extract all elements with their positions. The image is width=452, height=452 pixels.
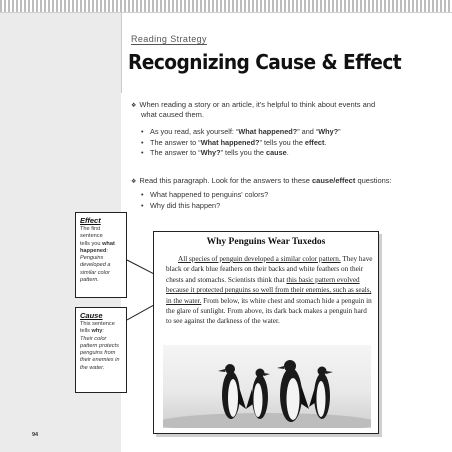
cause-line-7: the water. <box>80 364 105 371</box>
top-stripe-bar <box>0 0 452 13</box>
passage-text <box>166 254 374 327</box>
passage-sentence-4: From below, its white chest and stomach hide a penguin in the glare of sunlight. From above, its dark back makes a penguin hard to see against the darkness of the water. <box>166 296 372 326</box>
passage-title: Why Penguins Wear Tuxedos <box>206 237 326 247</box>
effect-sentence: All species of penguin developed a similar color pattern. <box>178 255 341 263</box>
effect-line-2: tells you what <box>80 240 115 247</box>
cause-line-3: Their color <box>80 335 107 342</box>
diamond-bullet-icon: ❖ <box>131 103 137 109</box>
penguin-2 <box>246 369 270 420</box>
reading-passage-box <box>153 231 379 434</box>
cause-line-2: tells why: <box>80 328 104 335</box>
effect-line-5: developed a <box>80 262 111 269</box>
gutter-divider <box>121 13 122 93</box>
intro-line-1: When reading a story or an article, it's helpful to think about events and <box>139 100 376 109</box>
page-number: 94 <box>32 432 39 438</box>
intro-line-2: what caused them. <box>141 110 204 119</box>
penguin-3 <box>277 360 309 422</box>
strategy-bullet-list <box>141 127 431 159</box>
effect-line-1: The first sentence <box>80 226 103 240</box>
question-list <box>141 190 431 211</box>
strategy-label: Reading Strategy <box>131 34 207 44</box>
cause-sentence: this basic pattern evolved because it protected penguins so well from their enemies, such as seals, in the water. <box>166 275 372 305</box>
list-item: • What happened to penguins' colors? <box>141 190 431 201</box>
effect-line-3: happened: <box>80 247 108 254</box>
penguin-1 <box>218 364 246 419</box>
penguin-4 <box>309 367 333 420</box>
cause-line-1: This sentence <box>80 321 115 327</box>
cause-callout-box <box>75 307 127 393</box>
page-title: Recognizing Cause & Effect <box>128 50 402 74</box>
effect-line-6: similar color <box>80 269 110 276</box>
cause-line-5: penguins from <box>80 350 116 357</box>
penguin-photo-icon <box>163 345 371 428</box>
effect-callout-box <box>75 212 127 298</box>
cause-heading: Cause <box>80 311 103 320</box>
list-item: • The answer to “What happened?” tells you the effect. <box>141 138 431 149</box>
list-item: • Why did this happen? <box>141 201 431 212</box>
list-item: • The answer to “Why?” tells you the cause. <box>141 148 431 159</box>
cause-line-4: pattern protects <box>80 342 119 349</box>
penguin-photo <box>163 345 371 428</box>
cause-line-6: their enemies in <box>80 357 120 364</box>
diamond-bullet-icon: ❖ <box>131 179 137 185</box>
passage-sentence-2: They have black or dark blue feathers on their backs and white feathers on their chests and stomachs. Scientists think that <box>166 255 373 284</box>
list-item: • As you read, ask yourself: “What happened?” and “Why?” <box>141 127 431 138</box>
effect-line-4: Penguins <box>80 255 104 262</box>
read-instruction: ❖ Read this paragraph. Look for the answers to these cause/effect questions: <box>131 176 392 185</box>
effect-line-7: pattern. <box>80 277 99 284</box>
effect-heading: Effect <box>80 216 101 225</box>
